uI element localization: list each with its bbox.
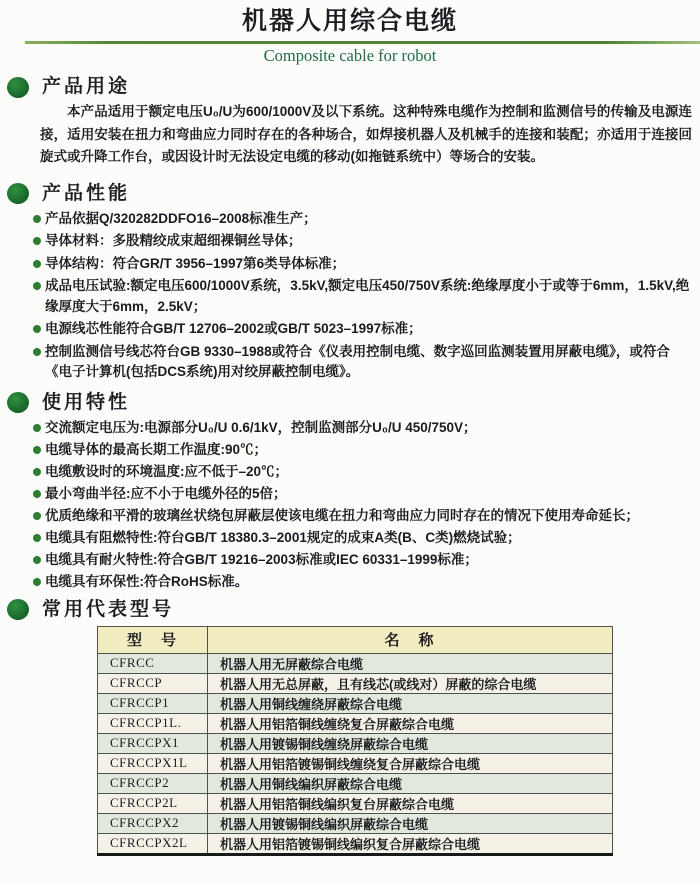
list-item-text: 交流额定电压为:电源部分U₀/U 0.6/1kV，控制监测部分U₀/U 450/750V； bbox=[45, 419, 477, 435]
bullet-icon bbox=[33, 534, 41, 542]
list-item-text: 导体材料：多股精绞成束超细裸铜丝导体； bbox=[45, 233, 302, 248]
bullet-icon bbox=[33, 490, 41, 498]
table-header-row bbox=[98, 626, 613, 653]
list-item-text: 电源线芯性能符合GB/T 12706–2002或GB/T 5023–1997标准； bbox=[45, 321, 422, 336]
title-divider bbox=[25, 41, 700, 44]
bullet-icon bbox=[33, 348, 41, 356]
table-row bbox=[98, 733, 613, 753]
bullet-icon bbox=[33, 512, 41, 520]
list-item-text: 产品依据Q/320282DDFO16–2008标准生产； bbox=[45, 210, 317, 226]
list-item-text: 控制监测信号线芯符台GB 9330–1988或符合《仪表用控制电缆、数字巡回监测装置用屏蔽电缆》，或符合《电子计算机(包括DCS系统)用对绞屏蔽控制电缆》。 bbox=[45, 343, 670, 379]
table-row bbox=[98, 773, 613, 793]
bullet-icon bbox=[33, 325, 41, 333]
name-cell: 机器人用铜线缠绕屏蔽综合电缆 bbox=[208, 693, 613, 713]
table-row bbox=[98, 833, 613, 854]
model-cell: CFRCCP1L. bbox=[98, 713, 208, 733]
list-item bbox=[33, 231, 694, 252]
list-item bbox=[33, 440, 694, 460]
model-cell: CFRCCPX2L bbox=[98, 833, 208, 854]
list-item-text: 最小弯曲半径:应不小于电缆外径的5倍； bbox=[45, 485, 287, 501]
characteristics-list bbox=[33, 418, 694, 592]
section-bullet-icon bbox=[7, 183, 29, 204]
column-header-model: 型 号 bbox=[98, 626, 208, 653]
usage-paragraph: 本产品适用于额定电压U₀/U为600/1000V及以下系统。这种特殊电缆作为控制和监测信号的传输及电源连接，适用安装在扭力和弯曲应力同时存在的各种场合，如焊接机器人及机械手的连接和装配；亦适用于连接回旋式或升降工作台，或因设计时无法设定电缆的移动(如拖链系统中）等场合的安装。 bbox=[40, 104, 692, 164]
model-cell: CFRCCP1 bbox=[98, 693, 208, 713]
list-item-text: 电缆导体的最高长期工作温度:90℃； bbox=[45, 441, 268, 457]
section-models-heading bbox=[0, 598, 700, 622]
page-subtitle: Composite cable for robot bbox=[263, 46, 437, 65]
name-cell: 机器人用铝箔镀锡铜线缠绕复合屏蔽综合电缆 bbox=[208, 753, 613, 773]
models-table bbox=[97, 626, 613, 856]
section-bullet-icon bbox=[7, 599, 29, 620]
section-bullet-icon bbox=[7, 77, 29, 98]
page-title: 机器人用综合电缆 bbox=[241, 7, 458, 35]
model-cell: CFRCCPX2 bbox=[98, 813, 208, 833]
bullet-icon bbox=[33, 446, 41, 454]
bullet-icon bbox=[33, 556, 41, 564]
table-row bbox=[98, 753, 613, 773]
list-item-text: 电缆敷设时的环境温度:应不低于–20℃； bbox=[45, 463, 289, 479]
name-cell: 机器人用镀锡铜线编织屏蔽综合电缆 bbox=[208, 813, 613, 833]
section-title: 产品性能 bbox=[42, 182, 131, 204]
model-cell: CFRCCP2 bbox=[98, 773, 208, 793]
section-title: 产品用途 bbox=[42, 76, 131, 97]
section-characteristics-heading bbox=[0, 391, 700, 415]
name-cell: 机器人用无总屏蔽，且有线芯(或线对）屏蔽的综合电缆 bbox=[208, 673, 613, 693]
name-cell: 机器人用铝箔铜线编织复台屏蔽综合电缆 bbox=[208, 793, 613, 813]
model-cell: CFRCCP bbox=[98, 673, 208, 693]
model-cell: CFRCCPX1 bbox=[98, 733, 208, 753]
bullet-icon bbox=[33, 215, 41, 223]
name-cell: 机器人用铜线编织屏蔽综合电缆 bbox=[208, 773, 613, 793]
bullet-icon bbox=[33, 282, 41, 290]
name-cell: 机器人用镀锡铜线缠绕屏蔽综合电缆 bbox=[208, 733, 613, 753]
list-item-text: 电缆具有耐火特性:符合GB/T 19216–2003标准或IEC 60331–1999标准； bbox=[45, 551, 478, 567]
list-item bbox=[33, 209, 694, 230]
list-item bbox=[33, 484, 694, 504]
model-cell: CFRCC bbox=[98, 653, 208, 673]
list-item bbox=[33, 506, 694, 526]
name-cell: 机器人用铝箔铜线缠绕复合屏蔽综合电缆 bbox=[208, 713, 613, 733]
bullet-icon bbox=[33, 424, 41, 432]
bullet-icon bbox=[33, 237, 41, 245]
section-title: 常用代表型号 bbox=[42, 598, 175, 620]
name-cell: 机器人用铝箔镀锡铜线编织复合屏蔽综合电缆 bbox=[208, 833, 613, 854]
list-item bbox=[33, 276, 694, 317]
list-item-text: 导体结构：符合GR/T 3956–1997第6类导体标准； bbox=[45, 255, 346, 271]
bullet-icon bbox=[33, 260, 41, 268]
list-item bbox=[33, 528, 694, 548]
section-usage-heading bbox=[0, 75, 700, 99]
model-cell: CFRCCPX1L bbox=[98, 753, 208, 773]
table-row bbox=[98, 713, 613, 733]
list-item bbox=[33, 550, 694, 570]
list-item bbox=[33, 418, 694, 438]
list-item bbox=[33, 462, 694, 482]
table-row bbox=[98, 693, 613, 713]
section-bullet-icon bbox=[7, 392, 29, 413]
table-row bbox=[98, 653, 613, 673]
list-item bbox=[33, 572, 694, 592]
bullet-icon bbox=[33, 578, 41, 586]
list-item-text: 优质绝缘和平滑的玻璃丝状绕包屏蔽层使该电缆在扭力和弯曲应力同时存在的情况下使用寿命延长； bbox=[45, 507, 639, 523]
name-cell: 机器人用无屏蔽综合电缆 bbox=[208, 653, 613, 673]
list-item bbox=[33, 254, 694, 275]
section-title: 使用特性 bbox=[42, 391, 131, 413]
table-row bbox=[98, 813, 613, 833]
list-item bbox=[33, 319, 694, 340]
performance-list bbox=[33, 209, 694, 383]
model-cell: CFRCCP2L bbox=[98, 793, 208, 813]
list-item bbox=[33, 342, 694, 383]
table-row bbox=[98, 673, 613, 693]
list-item-text: 电缆具有阻燃特性:符台GB/T 18380.3–2001规定的成束A类(B、C类)燃烧试验； bbox=[45, 529, 521, 545]
section-performance-heading bbox=[0, 182, 700, 206]
table-row bbox=[98, 793, 613, 813]
list-item-text: 成品电压试验:额定电压600/1000V系统，3.5kV,额定电压450/750V系统:绝缘厚度小于或等于6mm，1.5kV,绝缘厚度大于6mm，2.5kV； bbox=[45, 278, 690, 314]
column-header-name: 名 称 bbox=[208, 626, 613, 653]
bullet-icon bbox=[33, 468, 41, 476]
list-item-text: 电缆具有环保性:符合RoHS标准。 bbox=[45, 573, 249, 589]
